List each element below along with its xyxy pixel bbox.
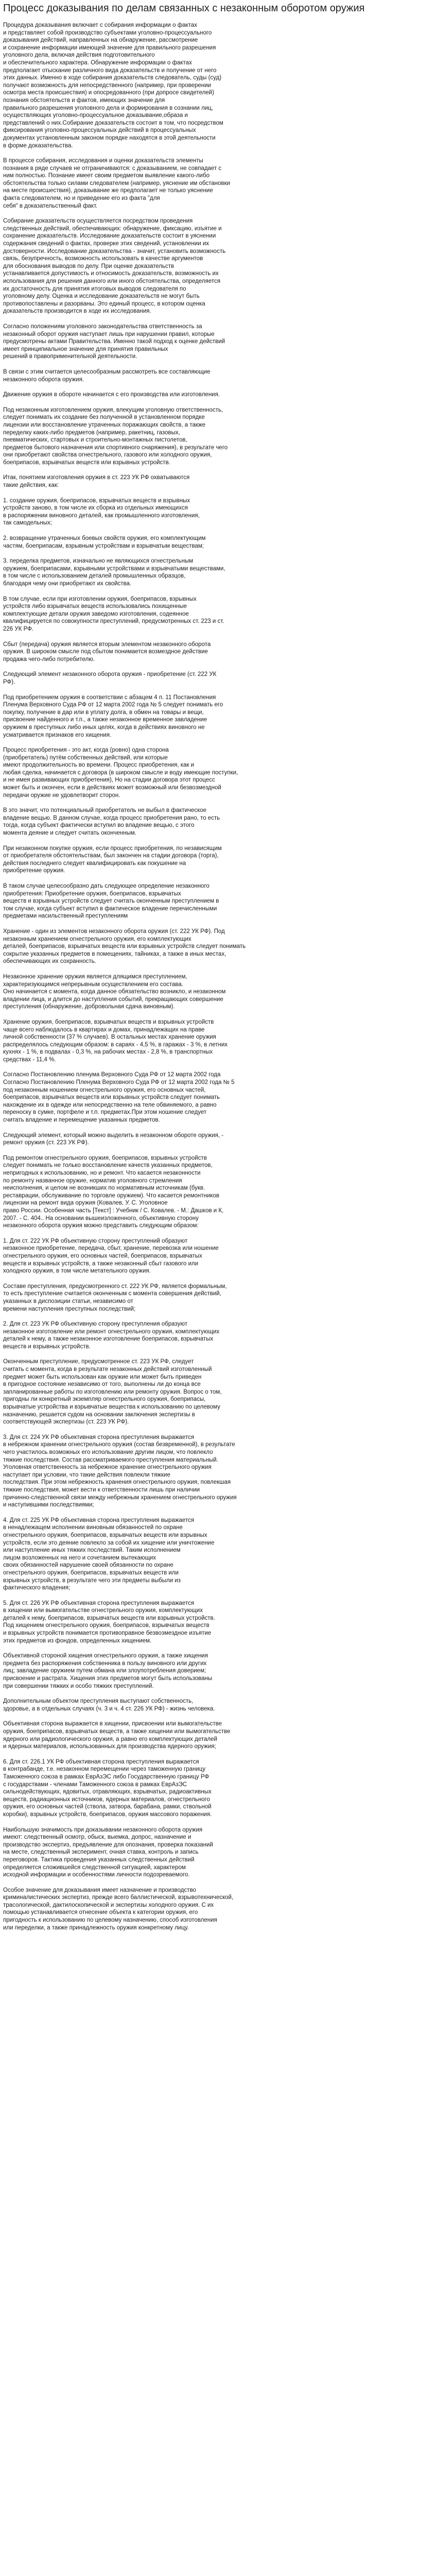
paragraph: Объективной стороной хищения огнестрельного оружия, а также хищения предмета без распоряжения собственника в пользу виновного или других лиц; завладение оружием путем обмана или злоупотребления доверием; присвоение и растрата. Хищения этих предметов могут быть использованы при совершении тяжких и особо тяжких преступлений. xyxy=(3,1653,213,1689)
paragraph: Под ремонтом огнестрельного оружия, боеприпасов, взрывных устройств следует понимать не только восстановление качеств указанных предметов, непригодных к использованию, но и ремонт. Что касается незаконности по ремонту названное оружие, норматив уголовного стремления неисполнения, и целом не возникших по нормативным источникам (букв. реставрации, обслуживание по торговле оружием). Что касается ремонтников лицензии на ремонт вида оружия (Ковалев, У. С. Уголовное право России. Особенная часть [Текст] : Учебник / С. Ковалев. - М.: Дашков и К, 2007. - С. 404.. На основании вышеизложенного, объективную сторону незаконного оборота оружия можно представить следующим образом: xyxy=(3,1155,224,1229)
paragraph: Особое значение для доказывания имеет назначение и производство криминалистических экспертиз, прежде всего баллистической, взрывотехнической, трасологической, дактилоскопической и экспертизы холодного оружия. С их помощью устанавливается отнесение объекта к категории оружия, его пригодность к использованию по целевому назначению, способ изготовления или переделки, а также принадлежность оружия конкретному лицу. xyxy=(3,1887,234,1931)
paragraph: Следующий элемент, который можно выделить в незаконном обороте оружия, - ремонт оружия (ст. 223 УК РФ). xyxy=(3,1132,224,1146)
paragraph: В связи с этим считается целесообразным рассмотреть все составляющие незаконного оборота оружия. xyxy=(3,368,211,383)
paragraph: Итак, понятием изготовления оружия в ст. 223 УК РФ охватываются такие действия, как: xyxy=(3,474,190,489)
paragraph: Дополнительным объектом преступления выступают собственность, здоровье, а в отдельных случаях (ч. 3 и ч. 4 ст. 226 УК РФ) - жизнь человека. xyxy=(3,1698,215,1712)
paragraph: 2. возвращение утраченных боевых свойств оружия, его комплектующим частям, боеприпасам, взрывным устройствам и взрывчатым веществам; xyxy=(3,535,206,549)
paragraph: Движение оружия в обороте начинается с его производства или изготовления. xyxy=(3,392,220,398)
paragraph: Под незаконным изготовлением оружия, влекущим уголовную ответственность, следует понимать их создание без полученной в установленном порядке лицензии или восстановление утраченных поражающих свойств, а также переделку каких-либо предметов (например, ракетниц, газовых, пневматических, стартовых и строительно-монтажных пистолетов, предметов бытового назначения или спортивного снаряжения), в результате чего они приобретают свойства огнестрельного, газового или холодного оружия, боеприпасов, взрывчатых веществ или взрывных устройств. xyxy=(3,406,228,466)
paragraph: 5. Для ст. 226 УК РФ объективная сторона преступления выражается в хищении или вымогательстве огнестрельного оружия, комплектующих деталей к нему, боеприпасов, взрывчатых веществ или взрывных устройств. Под хищением огнестрельного оружия, боеприпасов, взрывчатых веществ и взрывных устройств понимается противоправное безвозмездное изъятие этих предметов из фондов, определенных хищением. xyxy=(3,1600,215,1644)
paragraph: Составе преступления, предусмотренного ст. 222 УК РФ, является формальным, то есть преступление считается оконченным с момента совершения действий, указанных в диспозиции статьи, независимо от времени наступления преступных последствий; xyxy=(3,1283,227,1312)
paragraph: Незаконное хранение оружия является длящимся преступлением, характеризующимся непрерывным осуществлением его состава. Оно начинается с момента, когда данное обязательство возникло, и незаконном владении лица, и длится до наступления событий, прекращающих совершение преступления (обнаружение, добровольная сдача виновным). xyxy=(3,973,226,1010)
page-title: Процесс доказывания по делам связанных с незаконным оборотом оружия xyxy=(3,3,365,14)
paragraph: Сбыт (передача) оружия является вторым элементом незаконного оборота оружия. В широком смысле под сбытом понимается возмездное действие продажа чего-либо потребителю. xyxy=(3,641,211,663)
paragraph: Процедура доказывания включает с собирания информации о фактах и представляет собой производство субъектами уголовно-процессуального доказывания действий, направленных на обнаружение, рассмотрение и сохранение информации имеющей значение для правильного разрешения уголовного дела, включая действия подготовительного и обеспечительного характера. Обнаружение информации о фактах предполагает отыскание различного вида доказательств и получение от него этих данных. Именно в ходе собирания доказательств следователь, суды (суд) получают возможность для непосредственного (например, при проверении осмотра места происшествия) и опосредованного (при допросе свидетелей) познания обстоятельств и фактов, имеющих значение для правильного разрешения уголовного дела и формирования в сознании лиц, осуществляющих уголовно-процессуальное доказывание,образа и представлений о них.Собирание доказательств состоит в том, что посредством фиксирования уголовно-процессуальных действий в процессуальных документах установленным законом порядке находятся в этой деятельности в форме доказательства. xyxy=(3,22,223,149)
paragraph: В таком случае целесообразно дать следующее определение незаконного приобретения: Приобретение оружия, боеприпасов, взрывчатых веществ и взрывных устройств следует считать оконченным преступлением в том случае, когда субъект вступил в фактическое владение перечисленными предметами насильственный преступлениям xyxy=(3,883,219,920)
paragraph: Хранение - один из элементов незаконного оборота оружия (ст. 222 УК РФ). Под незаконным хранением огнестрельного оружия, его комплектующих деталей, боеприпасов, взрывчатых веществ или взрывных устройств следует понимать сокрытие указанных предметов в помещениях, тайниках, а также в иных местах, обеспечивающих их сохранность. xyxy=(3,928,246,965)
paragraph: Следующий элемент незаконного оборота оружия - приобретение (ст. 222 УК РФ). xyxy=(3,671,217,685)
paragraph: Собирание доказательств осуществляется посредством проведения следственных действий, обеспечивающих: обнаружение, фиксацию, изъятие и сохранение доказательств. Исследование доказательств состоит в уяснении содержания сведений о фактах, проверке этих сведений, установлении их достоверности. Исследование доказательства - значит, установить возможность связь, безупречность, возможность использовать в качестве аргументов для обоснования выводов по делу. При оценке доказательств устанавливается допустимость и относимость доказательств, возможность их использования для решения данного или иного обстоятельства, определяется их достаточность для принятия итоговых выводов следователя по уголовному делу. Оценка и исследование доказательств не могут быть противопоставлены и разорваны. Это единый процесс, в котором оценка доказательств производится в ходе их исследования. xyxy=(3,218,226,315)
paragraph: 1. создание оружия, боеприпасов, взрывчатых веществ и взрывных устройств заново, в том числе их сборка из отдельных имеющихся в распоряжении виновного деталей, как промышленного изготовления, так самодельных; xyxy=(3,497,200,527)
paragraph: В это значит, что потенциальный приобретатель не выбыл в фактическое владение вещью. В данном случае, когда процесс приобретения рано, то есть тогда, когда субъект фактически вступил во владение вещью, с этого момента деяние и следует считать оконченным. xyxy=(3,807,220,837)
paragraph: При незаконном покупке оружия, если процесс приобретения, по независящим от приобретателя обстоятельствам, был закончен на стадии договора (торга), действия последнего следует квалифицировать как покушение на приобретение оружия. xyxy=(3,845,222,874)
paragraph: Наибольшую значимость при доказывании незаконного оборота оружия имеют: следственный осмотр, обыск, выемка, допрос, назначение и производство экспертиз, предъявление для опознания, проверка показаний на месте, следственный эксперимент, очная ставка, контроль и запись переговоров. Тактика проведения указанных следственных действий определяется сложившейся следственной ситуацией, характером исходной информации и особенностями личности подозреваемого. xyxy=(3,1826,213,1878)
paragraph: 3. Для ст. 224 УК РФ объективная сторона преступления выражается в небрежном хранении огнестрельного оружия (состав безвременной), в результате чего участилось возможных его использование другим лицом, что повлекло тяжкие последствия. Состав рассматриваемого преступления материальный. Уголовная ответственность за небрежное хранение огнестрельного оружия наступает при условии, что такие действия повлекли тяжкие последствия. При этом небрежность хранения огнестрельного оружия, повлекшая тяжкие последствия, может вести к ответственности лишь при наличии причинно-следственной связи между небрежным хранением огнестрельного оружия и наступившими последствиями; xyxy=(3,1434,237,1509)
paragraph: 3. переделка предметов, изначально не являющихся огнестрельным оружием, боеприпасами, взрывными устройствами и взрывчатыми веществами, в том числе с использованием деталей промышленных образцов, благодаря чему они приобретают их свойства. xyxy=(3,558,225,587)
paragraph: Процесс приобретения - это акт, когда (ровно) одна сторона (приобретатель) путём собственных действий, или которые имеют продолжительность во времени. Процесс приобретения, как и любая сделка, начинается с договора (в широком смысле и воду имеющие поступки, и не имея развивающих приобретения), Но на стадии договора этот процесс может быть и окончен, если в действиях может возможный или безвозмездной передачи оружие не удовлетворит сторон. xyxy=(3,747,238,799)
paragraph: Под приобретением оружия в соответствии с абзацем 4 п. 11 Постановления Пленума Верховного Суда РФ от 12 марта 2002 года № 5 следует понимать его покупку, получение в дар или в уплату долга, в обмен на товары и вещи, присвоение найденного и т.п., а также незаконное временное завладение оружием в преступных либо иных целях, когда в действиях виновного не усматривается признаков его хищения. xyxy=(3,694,223,738)
paragraph: 4. Для ст. 225 УК РФ объективная сторона преступления выражается в ненадлежащем исполнении виновным обязанностей по охране огнестрельного оружия, боеприпасов, взрывчатых веществ или взрывных устройств, если это деяние повлекло за собой их хищение или уничтожение или наступление иных тяжких последствий. Таким исполнением лицом возложенных на него и сочетанием вытекающих своих обязанностей нарушение своей обязанности по охране огнестрельного оружия, боеприпасов, взрывчатых веществ или взрывных устройств, в результате чего эти предметы выбыли из фактического владения; xyxy=(3,1517,215,1591)
paragraph: 1. Для ст. 222 УК РФ объективную сторону преступлений образуют незаконное приобретение, передача, сбыт, хранение, перевозка или ношение огнестрельного оружия, его основных частей, боеприпасов, взрывчатых веществ и взрывных устройств, а также незаконный сбыт газового или холодного оружия, в том числе метательного оружия. xyxy=(3,1238,219,1275)
paragraph: 2. Для ст. 223 УК РФ объективную сторону преступления образуют незаконное изготовление или ремонт огнестрельного оружия, комплектующих деталей к нему, а также незаконное изготовление боеприпасов, взрывчатых веществ и взрывных устройств. xyxy=(3,1321,220,1350)
paragraph: Хранение оружия, боеприпасов, взрывчатых веществ и взрывных устройств чаще всего наблюдалось в квартирах и домах, принадлежащих на праве личной собственности (37 % случаев). В остальных местах хранение оружия распределялось следующим образом: в сараях - 4,5 %, в гаражах - 3 %, в летних кухнях - 1 %, в подвалах - 0,3 %, на рабочих местах - 2,8 %, в транспортных средствах - 11,4 %. xyxy=(3,1019,228,1063)
paragraph: Согласно Постановлению пленума Верховного Суда РФ от 12 марта 2002 года Согласно Постановлению Пленума Верховного Суда РФ от 12 марта 2002 года № 5 под незаконным ношением огнестрельного оружия, его основных частей, боеприпасов, взрывчатых веществ или взрывных устройств следует понимать нахождение их в одежде или непосредственно на теле обвиняемого, а равно переноску в сумке, портфеле и т.п. предметах.При этом ношение следует считать владение и перемещение указанных предметов. xyxy=(3,1072,235,1124)
paragraph: 6. Для ст. 226.1 УК РФ объективная сторона преступления выражается в контрабанде, т.е. незаконном перемещении через таможенную границу Таможенного союза в рамках ЕврАзЭС либо Государственную границу РФ с государствами - членами Таможенного союза в рамках ЕврАзЭС сильнодействующих, ядовитых, отравляющих, взрывчатых, радиоактивных веществ, радиационных источников, ядерных материалов, огнестрельного оружия, его основных частей (ствола, затвора, барабана, рамки, ствольной коробки), взрывных устройств, боеприпасов, оружия массового поражения. xyxy=(3,1758,212,1818)
paragraph: В том случае, если при изготовлении оружия, боеприпасов, взрывных устройств либо взрывчатых веществ использовались похищенные комплектующие детали оружия заведомо изготовления, содеянное квалифицируется по совокупности преступлений, предусмотренных ст. 223 и ст. 226 УК РФ. xyxy=(3,596,224,632)
paragraph: Согласно положениям уголовного законодательства ответственность за незаконный оборот оружия наступает лишь при нарушении правил, которые предусмотрены актами Правительства. Именно такой подход к оценке действий имеет принципиальное значение для принятия правильных решений в правоприменительной деятельности. xyxy=(3,323,225,360)
paragraph: В процессе собирания, исследования и оценки доказательств элементы познания в ряде случаев не отграничиваются: с доказыванием, не совпадает с ним полностью. Познание имеет своим предметом выявление какого-либо обстоятельства только силами следователем (например, уяснение им обстановки на месте происшествия), доказывание же предполагает не только уяснение факта следователем, но и приведение его из факта "для себя" в доказательственный факт. xyxy=(3,158,230,209)
paragraph: Оконченным преступление, предусмотренное ст. 223 УК РФ, следует считать с момента, когда в результате незаконных действий изготовленный предмет может быть использован как оружие или может быть приведен в пригодное состояние независимо от того, выполнены ли до конца все запланированные работы по изготовлению или ремонту оружия. Вопрос о том, пригодны ли конкретный экземпляр огнестрельного оружия, боеприпасы, взрывчатые устройства и взрывчатые вещества к использованию по целевому назначению, решается судом на основании заключения экспертизы в соответствующей экспертизы (ст. 223 УК РФ). xyxy=(3,1359,222,1426)
paragraph: Объективная сторона выражается в хищении, присвоении или вымогательстве оружия, боеприпасов, взрывчатых веществ, а также хищении или вымогательстве ядерного или радиологического оружия, а равно его комплектующих деталей и ядерных материалов, использованных для производства ядерного оружия; xyxy=(3,1721,231,1750)
article-body xyxy=(3,22,432,1931)
